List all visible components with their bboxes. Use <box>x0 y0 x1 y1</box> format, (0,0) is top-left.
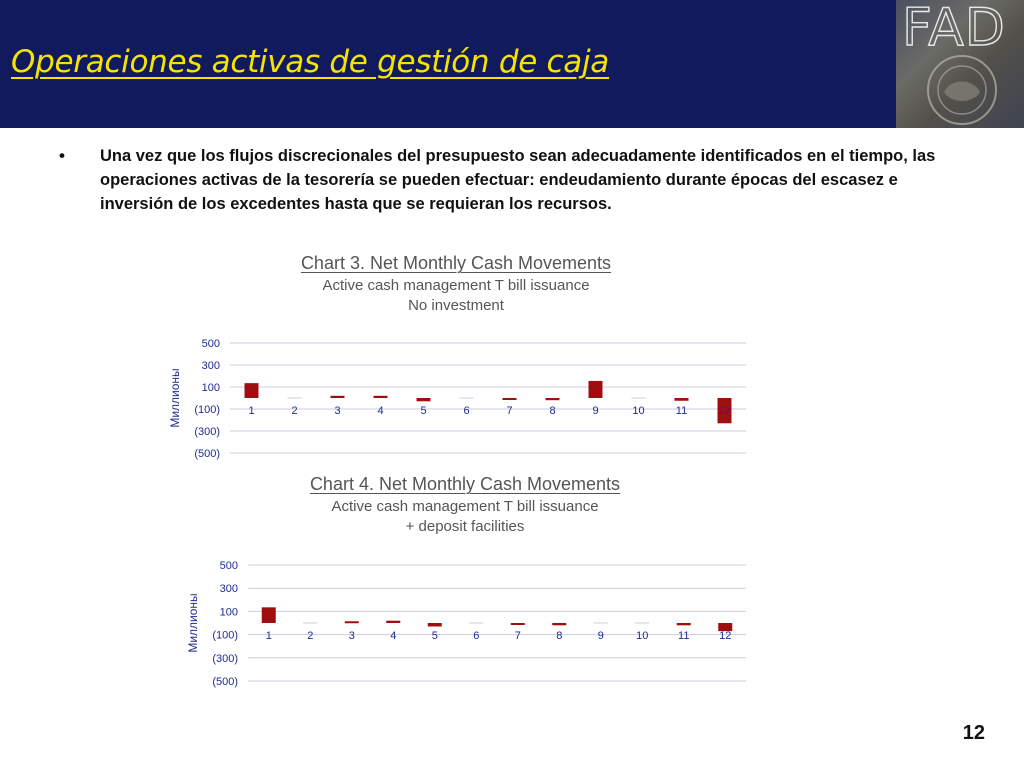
chart3-bar-5 <box>417 398 431 401</box>
chart4-bar-7 <box>511 623 525 625</box>
chart4-bar-11 <box>677 623 691 625</box>
chart3-bar-1 <box>245 383 259 398</box>
chart4-xtick-label: 4 <box>390 630 397 642</box>
chart3-bar-3 <box>331 396 345 398</box>
chart3-bar-10 <box>632 398 646 399</box>
chart4-bar-8 <box>552 623 566 625</box>
chart4-ytick-label: 100 <box>219 606 238 619</box>
chart3-xtick-label: 9 <box>592 405 599 417</box>
imf-fad-logo <box>896 0 1024 128</box>
chart3-ylabel: Миллионы <box>168 368 182 428</box>
chart4-bar-9 <box>594 623 608 624</box>
chart4-ytick-label: 300 <box>219 583 238 596</box>
chart4-subtitle-line2: + deposit facilities <box>405 518 525 535</box>
chart3-xtick-label: 11 <box>675 405 688 417</box>
chart4-bar-6 <box>469 623 483 624</box>
chart4-ytick-label: 500 <box>219 560 238 572</box>
chart4-xtick-label: 7 <box>514 630 521 642</box>
chart3-bar-9 <box>589 381 603 398</box>
chart3-bar-11 <box>675 398 689 401</box>
logo-text: FAD <box>902 0 1006 58</box>
chart4-bar-10 <box>635 623 649 624</box>
chart4-xtick-label: 10 <box>636 630 649 642</box>
chart4-xtick-label: 2 <box>307 630 314 642</box>
bullet-marker: • <box>59 146 65 165</box>
chart4-xtick-label: 12 <box>719 630 732 642</box>
chart3-xtick-label: 3 <box>334 405 341 417</box>
chart3-plot <box>160 332 760 472</box>
chart3-xtick-label: 8 <box>549 405 556 417</box>
chart4-xtick-label: 5 <box>431 630 438 642</box>
chart3-subtitle-line1: Active cash management T bill issuance <box>322 277 590 294</box>
chart3-ytick-label: 500 <box>201 338 220 350</box>
slide-title: Operaciones activas de gestión de caja <box>11 44 609 80</box>
chart3-ytick-label: 300 <box>201 360 220 372</box>
chart4-bar-2 <box>303 623 317 624</box>
chart4-ylabel: Миллионы <box>186 593 200 653</box>
chart4-title: Chart 4. Net Monthly Cash Movements <box>309 474 621 494</box>
chart3-xtick-label: 10 <box>632 405 645 417</box>
chart4-subtitle-line1: Active cash management T bill issuance <box>331 498 599 515</box>
chart4-bar-1 <box>262 607 276 623</box>
chart4-xtick-label: 11 <box>678 630 690 642</box>
chart4-xtick-label: 8 <box>556 630 563 642</box>
chart3-bar-7 <box>503 398 517 400</box>
chart3-xtick-label: 7 <box>506 405 513 417</box>
chart4-xtick-label: 1 <box>265 630 272 642</box>
chart3-ytick-label: 100 <box>201 382 220 394</box>
chart4-plot <box>178 554 778 694</box>
chart3-ytick-label: (300) <box>194 426 220 438</box>
chart4-ytick-label: (500) <box>212 676 238 688</box>
chart3-bar-8 <box>546 398 560 400</box>
chart4-ytick-label: (300) <box>212 652 238 665</box>
chart4-ytick-label: (100) <box>212 629 238 642</box>
chart3-bar-2 <box>288 398 302 399</box>
chart3-xtick-label: 5 <box>420 405 427 417</box>
chart4-bar-3 <box>345 621 359 623</box>
chart3-subtitle-line2: No investment <box>408 297 504 314</box>
chart3-bar-4 <box>374 396 388 398</box>
page-number: 12 <box>962 722 985 744</box>
chart3-xtick-label: 2 <box>291 405 298 417</box>
chart4-xtick-label: 9 <box>597 630 604 642</box>
chart3-ytick-label: (100) <box>194 404 220 416</box>
chart3-xtick-label: 4 <box>377 405 384 417</box>
chart3-title: Chart 3. Net Monthly Cash Movements <box>300 253 612 273</box>
chart3-bar-6 <box>460 398 474 399</box>
chart3-xtick-label: 12 <box>718 405 731 417</box>
body-text: Una vez que los flujos discrecionales del presupuesto sean adecuadamente identificados en el tiempo, las operaciones activas de la tesorería se pueden efectuar: endeudamiento durante épocas del escasez e inversión de los excedentes hasta que se requieran los recursos. <box>100 147 936 213</box>
chart4-xtick-label: 6 <box>473 630 480 642</box>
chart4-xtick-label: 3 <box>348 630 355 642</box>
chart4-bar-4 <box>386 621 400 623</box>
chart4-bar-5 <box>428 623 442 626</box>
chart3-ytick-label: (500) <box>194 448 220 460</box>
chart3-xtick-label: 1 <box>248 405 255 417</box>
slide-header <box>0 0 1024 128</box>
chart3-xtick-label: 6 <box>463 405 470 417</box>
